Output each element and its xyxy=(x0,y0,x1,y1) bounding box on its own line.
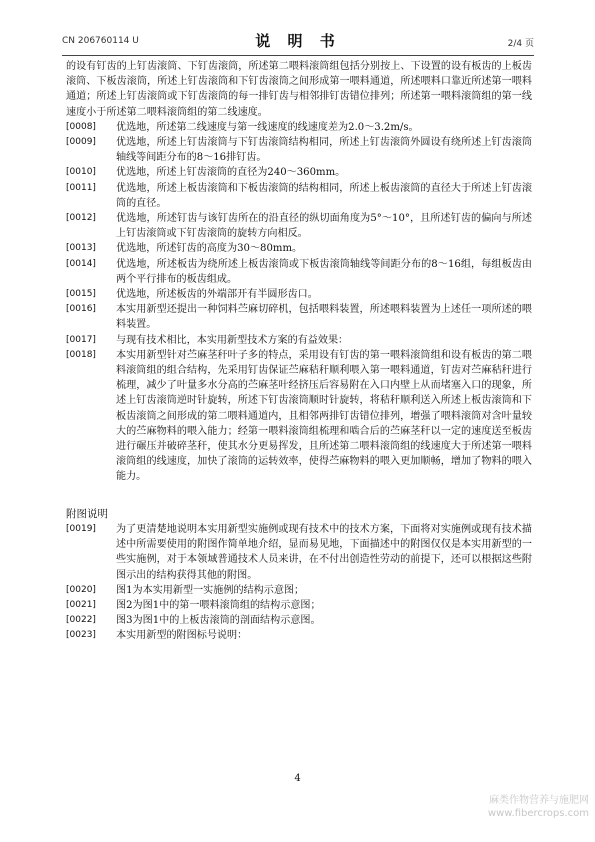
paragraph-number: [0020] xyxy=(66,584,96,595)
section-heading: 附图说明 xyxy=(66,507,108,520)
paragraph-number: [0022] xyxy=(66,615,96,626)
paragraph-text: 优选地，所述钉齿的高度为30～80mm。 xyxy=(116,243,303,255)
doc-number: CN 206760114 U xyxy=(62,36,139,46)
paragraph-text: 与现有技术相比，本实用新型技术方案的有益效果： xyxy=(116,334,349,346)
paragraph-number: [0021] xyxy=(66,599,96,610)
paragraph-text: 优选地，所述上板齿滚筒和下板齿滚筒的结构相同，所述上板齿滚筒的直径大于所述上钉齿滚筒的直径。 xyxy=(116,182,532,209)
page-count: 2/4 页 xyxy=(507,39,534,49)
page-number: 4 xyxy=(294,773,301,784)
paragraph-number: [0013] xyxy=(66,243,96,254)
paragraph-text: 本实用新型的附图标号说明： xyxy=(116,630,248,642)
paragraph-0023 xyxy=(66,628,532,643)
paragraph-text: 优选地，所述上钉齿滚筒的直径为240～360mm。 xyxy=(116,167,346,179)
paragraph-0022 xyxy=(66,613,532,628)
paragraph-0012 xyxy=(66,211,532,241)
paragraph-number: [0023] xyxy=(66,630,96,641)
document-body xyxy=(66,59,532,644)
paragraph-0009 xyxy=(66,135,532,165)
paragraph-text: 优选地，所述第二线速度与第一线速度的线速度差为2.0～3.2m/s。 xyxy=(116,121,419,133)
paragraph-text: 本实用新型还提出一种饲料苎麻切碎机，包括喂料装置，所述喂料装置为上述任一项所述的喂料装置。 xyxy=(116,304,532,331)
paragraph-0020 xyxy=(66,583,532,598)
paragraph-number: [0011] xyxy=(66,182,96,193)
paragraph-number: [0009] xyxy=(66,137,96,148)
paragraph-text: 本实用新型针对苎麻茎秆叶子多的特点，采用设有钉齿的第一喂料滚筒组和设有板齿的第二喂料滚筒组的组合结构，先采用钉齿保证苎麻秸秆顺利喂入第一喂料通道，钉齿对苎麻秸秆进行梳理，减少了叶量多水分高的苎麻茎叶经挤压后容易附在入口内壁上从而堵塞入口的现象，所述上钉齿滚筒逆时针旋转，所述下钉齿滚筒顺时针旋转，将秸秆顺利送入所述上板齿滚筒和下板齿滚筒之间形成的第二喂料通道内，且相邻两排钉齿错位排列，增强了喂料滚筒对含叶量较大的苎麻物料的喂入能力；经第一喂料滚筒组梳理和啮合后的苎麻茎秆以一定的速度送至板齿进行碾压并破碎茎秆，使其水分更易挥发，且所述第二喂料滚筒组的线速度大于所述第一喂料滚筒组的线速度，加快了滚筒的运转效率，使得苎麻物料的喂入更加顺畅，增加了物料的喂入能力。 xyxy=(116,349,532,483)
paragraph-text: 图2为图1中的第一喂料滚筒组的结构示意图； xyxy=(116,599,321,611)
paragraph-text: 为了更清楚地说明本实用新型实施例或现有技术中的技术方案，下面将对实施例或现有技术描述中所需要使用的附图作简单地介绍，显而易见地，下面描述中的附图仅仅是本实用新型的一些实施例，对于本领域普通技术人员来讲，在不付出创造性劳动的前提下，还可以根据这些附图示出的结构获得其他的附图。 xyxy=(116,523,532,581)
paragraph-0019 xyxy=(66,522,532,583)
paragraph-0008 xyxy=(66,120,532,135)
paragraph-text: 图1为本实用新型一实施例的结构示意图； xyxy=(116,584,305,596)
paragraph-number: [0010] xyxy=(66,167,96,178)
paragraph-0010 xyxy=(66,165,532,180)
paragraph-0018 xyxy=(66,348,532,485)
paragraph-0013 xyxy=(66,241,532,256)
paragraph-0015 xyxy=(66,287,532,302)
intro-text: 的设有钉齿的上钉齿滚筒、下钉齿滚筒，所述第二喂料滚筒组包括分别按上、下设置的设有板齿的上板齿滚筒、下板齿滚筒，所述上钉齿滚筒和下钉齿滚筒之间形成第一喂料通道，所述喂料口靠近所述第一喂料通道；所述上钉齿滚筒或下钉齿滚筒的每一排钉齿与相邻排钉齿错位排列；所述第一喂料滚筒组的第一线速度小于所述第二喂料滚筒组的第二线速度。 xyxy=(66,61,532,118)
paragraph-number: [0019] xyxy=(66,523,96,534)
paragraph-0021 xyxy=(66,598,532,613)
paragraph-0014 xyxy=(66,257,532,287)
paragraph-number: [0016] xyxy=(66,304,96,315)
paragraph-text: 图3为图1中的上板齿滚筒的剖面结构示意图。 xyxy=(116,615,321,627)
paragraph-number: [0017] xyxy=(66,334,96,345)
doc-title: 说 明 书 xyxy=(255,32,341,50)
paragraph-0016 xyxy=(66,302,532,332)
header-divider xyxy=(62,55,534,56)
paragraph-text: 优选地，所述钉齿与该钉齿所在的沿直径的纵切面角度为5°～10°，且所述钉齿的偏向与所述上钉齿滚筒或下钉齿滚筒的旋转方向相反。 xyxy=(116,213,532,240)
page-header xyxy=(62,30,534,52)
watermark-url: www.fibercrops.com xyxy=(487,808,589,819)
paragraph-text: 优选地，所述板齿的外端部开有半圆形齿口。 xyxy=(116,289,318,301)
paragraph-number: [0015] xyxy=(66,289,96,300)
site-watermark xyxy=(488,794,589,820)
paragraph-number: [0008] xyxy=(66,121,96,132)
watermark-title: 麻类作物营养与施肥网 xyxy=(489,795,589,806)
paragraph-0017 xyxy=(66,333,532,348)
paragraph-number: [0014] xyxy=(66,258,96,269)
paragraph-number: [0012] xyxy=(66,213,96,224)
paragraph-number: [0018] xyxy=(66,349,96,360)
paragraph-0011 xyxy=(66,181,532,211)
paragraph-text: 优选地，所述上钉齿滚筒与下钉齿滚筒结构相同，所述上钉齿滚筒外圆设有绕所述上钉齿滚筒轴线等间距分布的8～16排钉齿。 xyxy=(116,137,532,164)
paragraph-text: 优选地，所述板齿为绕所述上板齿滚筒或下板齿滚筒轴线等间距分布的8～16组，每组板齿由两个平行排布的板齿组成。 xyxy=(116,258,532,285)
